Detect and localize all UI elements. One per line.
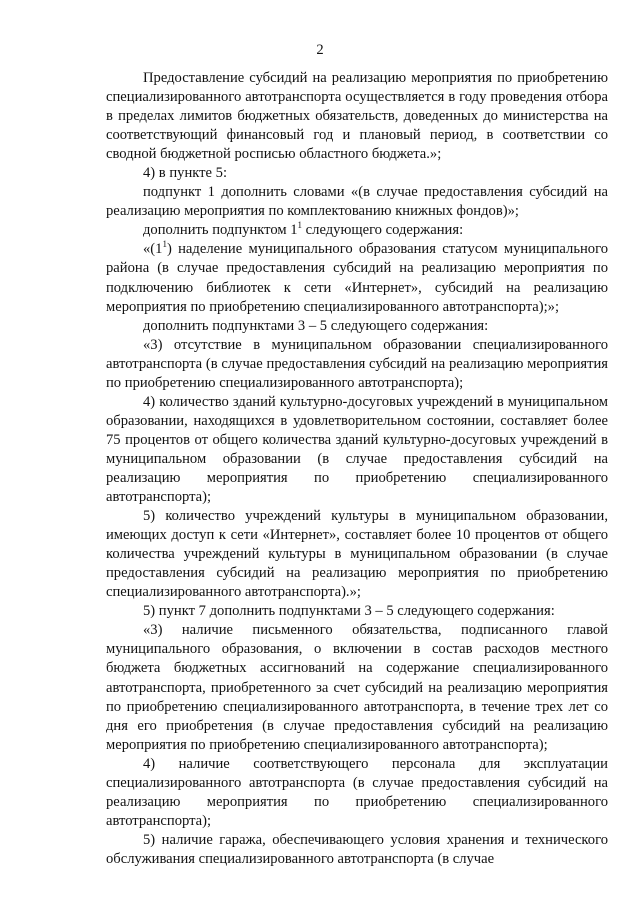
paragraph-item-4: 4) в пункте 5: bbox=[143, 165, 228, 182]
text-segment: ) наделение муниципального образования статусом муниципального района (в случае предоставления субсидий на реализацию мероприятия по подключению библиотек к сети «Интернет», субсидий на реализацию мероприятия по приобретению специализированного автотранспорта);»; bbox=[106, 241, 608, 315]
superscript: 1 bbox=[162, 238, 167, 249]
page-number: 2 bbox=[316, 42, 324, 58]
text-segment: «(1 bbox=[143, 241, 163, 258]
text-segment: дополнить подпунктом 1 bbox=[143, 222, 298, 239]
paragraph-subitem-1-addition: подпункт 1 дополнить словами «(в случае предоставления субсидий на реализацию мероприятия по комплектованию книжных фондов)»; bbox=[106, 184, 608, 220]
paragraph-item-7-subitem-4: 4) наличие соответствующего персонала для эксплуатации специализированного автотранспорта (в случае предоставления субсидий на реализацию мероприятия по приобретению специализированного автотранспорта); bbox=[106, 755, 608, 829]
paragraph-item-7-subitem-5: 5) наличие гаража, обеспечивающего условия хранения и технического обслуживания специализированного автотранспорта (в случае bbox=[106, 831, 608, 867]
paragraph-subsidy-provision: Предоставление субсидий на реализацию мероприятия по приобретению специализированного автотранспорта осуществляется в году проведения отбора в пределах лимитов бюджетных обязательств, доведенных до министерства на соответствующий финансовый год и плановый период, в соответствии со сводной бюджетной росписью областного бюджета.»; bbox=[106, 70, 608, 163]
paragraph-subitem-3: «3) отсутствие в муниципальном образовании специализированного автотранспорта (в случае предоставления субсидий на реализацию мероприятия по приобретению специализированного автотранспорта); bbox=[106, 336, 608, 391]
paragraph-subitem-1-1-text bbox=[106, 240, 608, 316]
superscript: 1 bbox=[297, 219, 303, 230]
text-segment: следующего содержания: bbox=[302, 222, 464, 239]
paragraph-add-subitems-3-5: дополнить подпунктами 3 – 5 следующего содержания: bbox=[143, 317, 489, 334]
paragraph-subitem-4: 4) количество зданий культурно-досуговых учреждений в муниципальном образовании, находящихся в удовлетворительном состоянии, составляет более 75 процентов от общего количества зданий культурно-досуговых учреждений в муниципальном образовании (в случае предоставления субсидий на реализацию мероприятия по приобретению специализированного автотранспорта); bbox=[106, 393, 608, 506]
document-body bbox=[106, 69, 608, 869]
paragraph-item-5: 5) пункт 7 дополнить подпунктами 3 – 5 следующего содержания: bbox=[143, 603, 555, 620]
paragraph-subitem-5: 5) количество учреждений культуры в муниципальном образовании, имеющих доступ к сети «Интернет», составляет более 10 процентов от общего количества учреждений культуры в муниципальном образовании (в случае предоставления субсидий на реализацию мероприятия по приобретению специализированного автотранспорта).»; bbox=[106, 508, 608, 601]
paragraph-item-7-subitem-3: «3) наличие письменного обязательства, подписанного главой муниципального образования, о включении в состав расходов местного бюджета бюджетных ассигнований на содержание специализированного автотранспорта, приобретенного за счет субсидий на реализацию мероприятия по приобретению специализированного автотранспорта, в течение трех лет со дня его приобретения (в случае предоставления субсидий на реализацию мероприятия по приобретению специализированного автотранспорта); bbox=[106, 622, 608, 753]
paragraph-add-subitem-1-1 bbox=[106, 221, 608, 240]
